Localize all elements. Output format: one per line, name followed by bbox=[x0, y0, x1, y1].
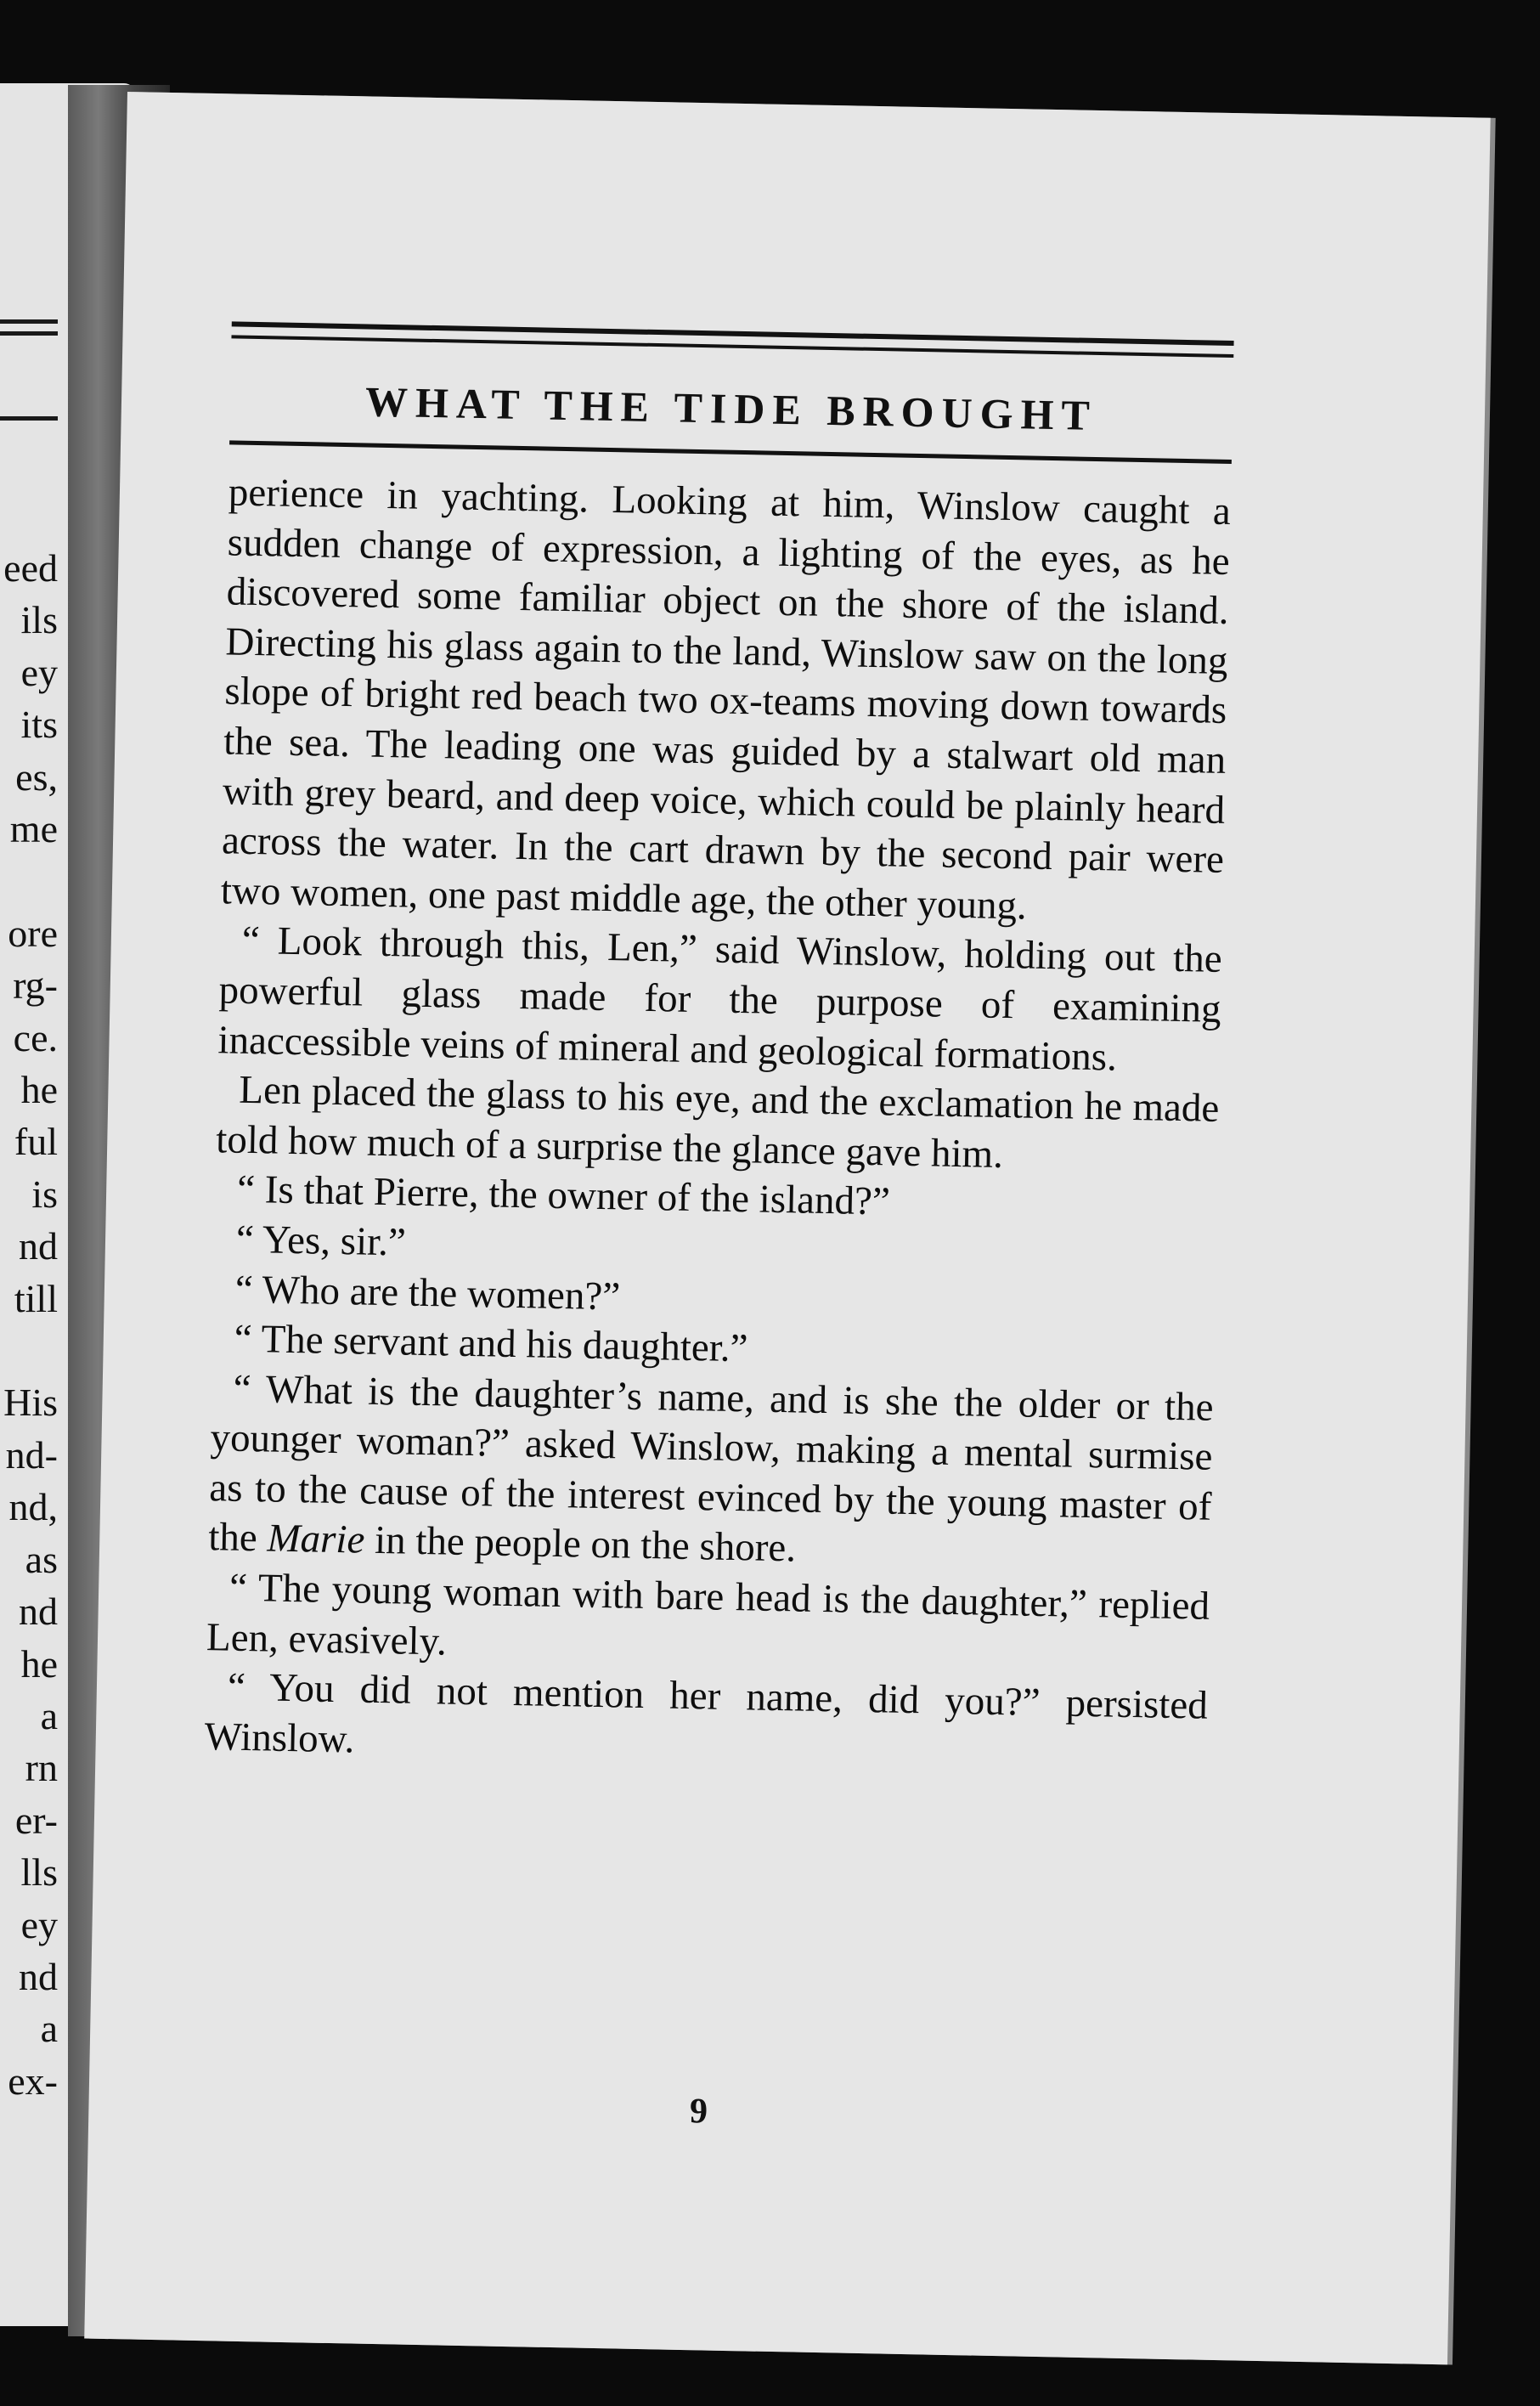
header-rule-top bbox=[232, 321, 1234, 346]
facing-line: er- bbox=[14, 1798, 58, 1842]
paragraph: “ Who are the women?” bbox=[234, 1267, 621, 1319]
facing-line: a bbox=[40, 1693, 58, 1737]
paragraph: “ You did not mention her name, did you?” persisted Winslow. bbox=[204, 1664, 1209, 1762]
facing-line: ful bbox=[14, 1120, 58, 1164]
facing-page-header-rule bbox=[0, 319, 58, 324]
facing-line: ey bbox=[20, 650, 58, 694]
paragraph bbox=[208, 1364, 1214, 1582]
facing-line: me bbox=[9, 807, 58, 851]
facing-page-header-rule bbox=[0, 331, 58, 336]
paragraph: “ Yes, sir.” bbox=[235, 1217, 407, 1265]
facing-line: His bbox=[3, 1381, 58, 1425]
facing-line: ex- bbox=[8, 2059, 58, 2103]
header-rule-bottom bbox=[229, 440, 1232, 464]
facing-line: is bbox=[31, 1172, 58, 1216]
ship-name-italic: Marie bbox=[267, 1516, 365, 1563]
paragraph-text: in the people on the shore. bbox=[364, 1518, 797, 1571]
facing-line: a bbox=[40, 2007, 58, 2051]
book-page bbox=[84, 92, 1490, 2364]
facing-line: nd bbox=[19, 1590, 58, 1634]
facing-line: he bbox=[20, 1068, 58, 1112]
facing-line: as bbox=[25, 1537, 58, 1581]
facing-line: till bbox=[14, 1276, 58, 1320]
facing-line: ey bbox=[20, 1902, 58, 1946]
facing-line: nd bbox=[19, 1954, 58, 1998]
facing-line: rn bbox=[25, 1746, 58, 1790]
facing-page-header-rule bbox=[0, 416, 58, 421]
paragraph: “ Look through this, Len,” said Winslow, holding out the powerful glass made for the purpose of examining inaccessible veins of mineral and geological formations. bbox=[217, 918, 1223, 1080]
paragraph: “ The young woman with bare head is the daughter,” replied Len, evasively. bbox=[206, 1565, 1210, 1664]
facing-page-text bbox=[0, 542, 58, 2107]
facing-line: ore bbox=[8, 911, 58, 955]
body-text bbox=[204, 467, 1231, 1781]
running-head: WHAT THE TIDE BROUGHT bbox=[364, 377, 1098, 439]
facing-line: ils bbox=[20, 598, 58, 642]
paragraph: “ The servant and his daughter.” bbox=[234, 1316, 748, 1371]
paragraph: perience in yachting. Looking at him, Winslow caught a sudden change of expression, a lighting of the eyes, as he discovered some familiar object on the shore of the island. Directing his glass again to the land, Winslow saw on the long slope of bright red beach two ox-teams moving down towards the sea. The leading one was guided by a stalwart old man with grey beard, and deep voice, which could be plainly heard across the water. In the cart drawn by the second pair were two women, one past middle age, the other young. bbox=[220, 470, 1232, 929]
facing-line: lls bbox=[20, 1850, 58, 1895]
facing-line: nd bbox=[19, 1224, 58, 1268]
facing-line: rg- bbox=[13, 963, 58, 1008]
facing-line: he bbox=[20, 1641, 58, 1686]
facing-line: its bbox=[20, 703, 58, 747]
facing-line: eed bbox=[3, 546, 58, 590]
facing-line: es, bbox=[15, 754, 58, 799]
paragraph-text: “ What is the daughter’s name, and is she the older or the younger woman?” asked Winslow, making a mental surmise as to the cause of the interest evinced by the young master of the bbox=[207, 1366, 1215, 1561]
page-number: 9 bbox=[689, 2092, 708, 2132]
facing-line: nd, bbox=[8, 1485, 58, 1529]
paragraph: “ Is that Pierre, the owner of the island?” bbox=[236, 1167, 891, 1224]
facing-line: nd- bbox=[5, 1432, 58, 1477]
facing-line: ce. bbox=[13, 1015, 58, 1059]
paragraph: Len placed the glass to his eye, and the exclamation he made told how much of a surprise the glance gave him. bbox=[215, 1067, 1220, 1177]
